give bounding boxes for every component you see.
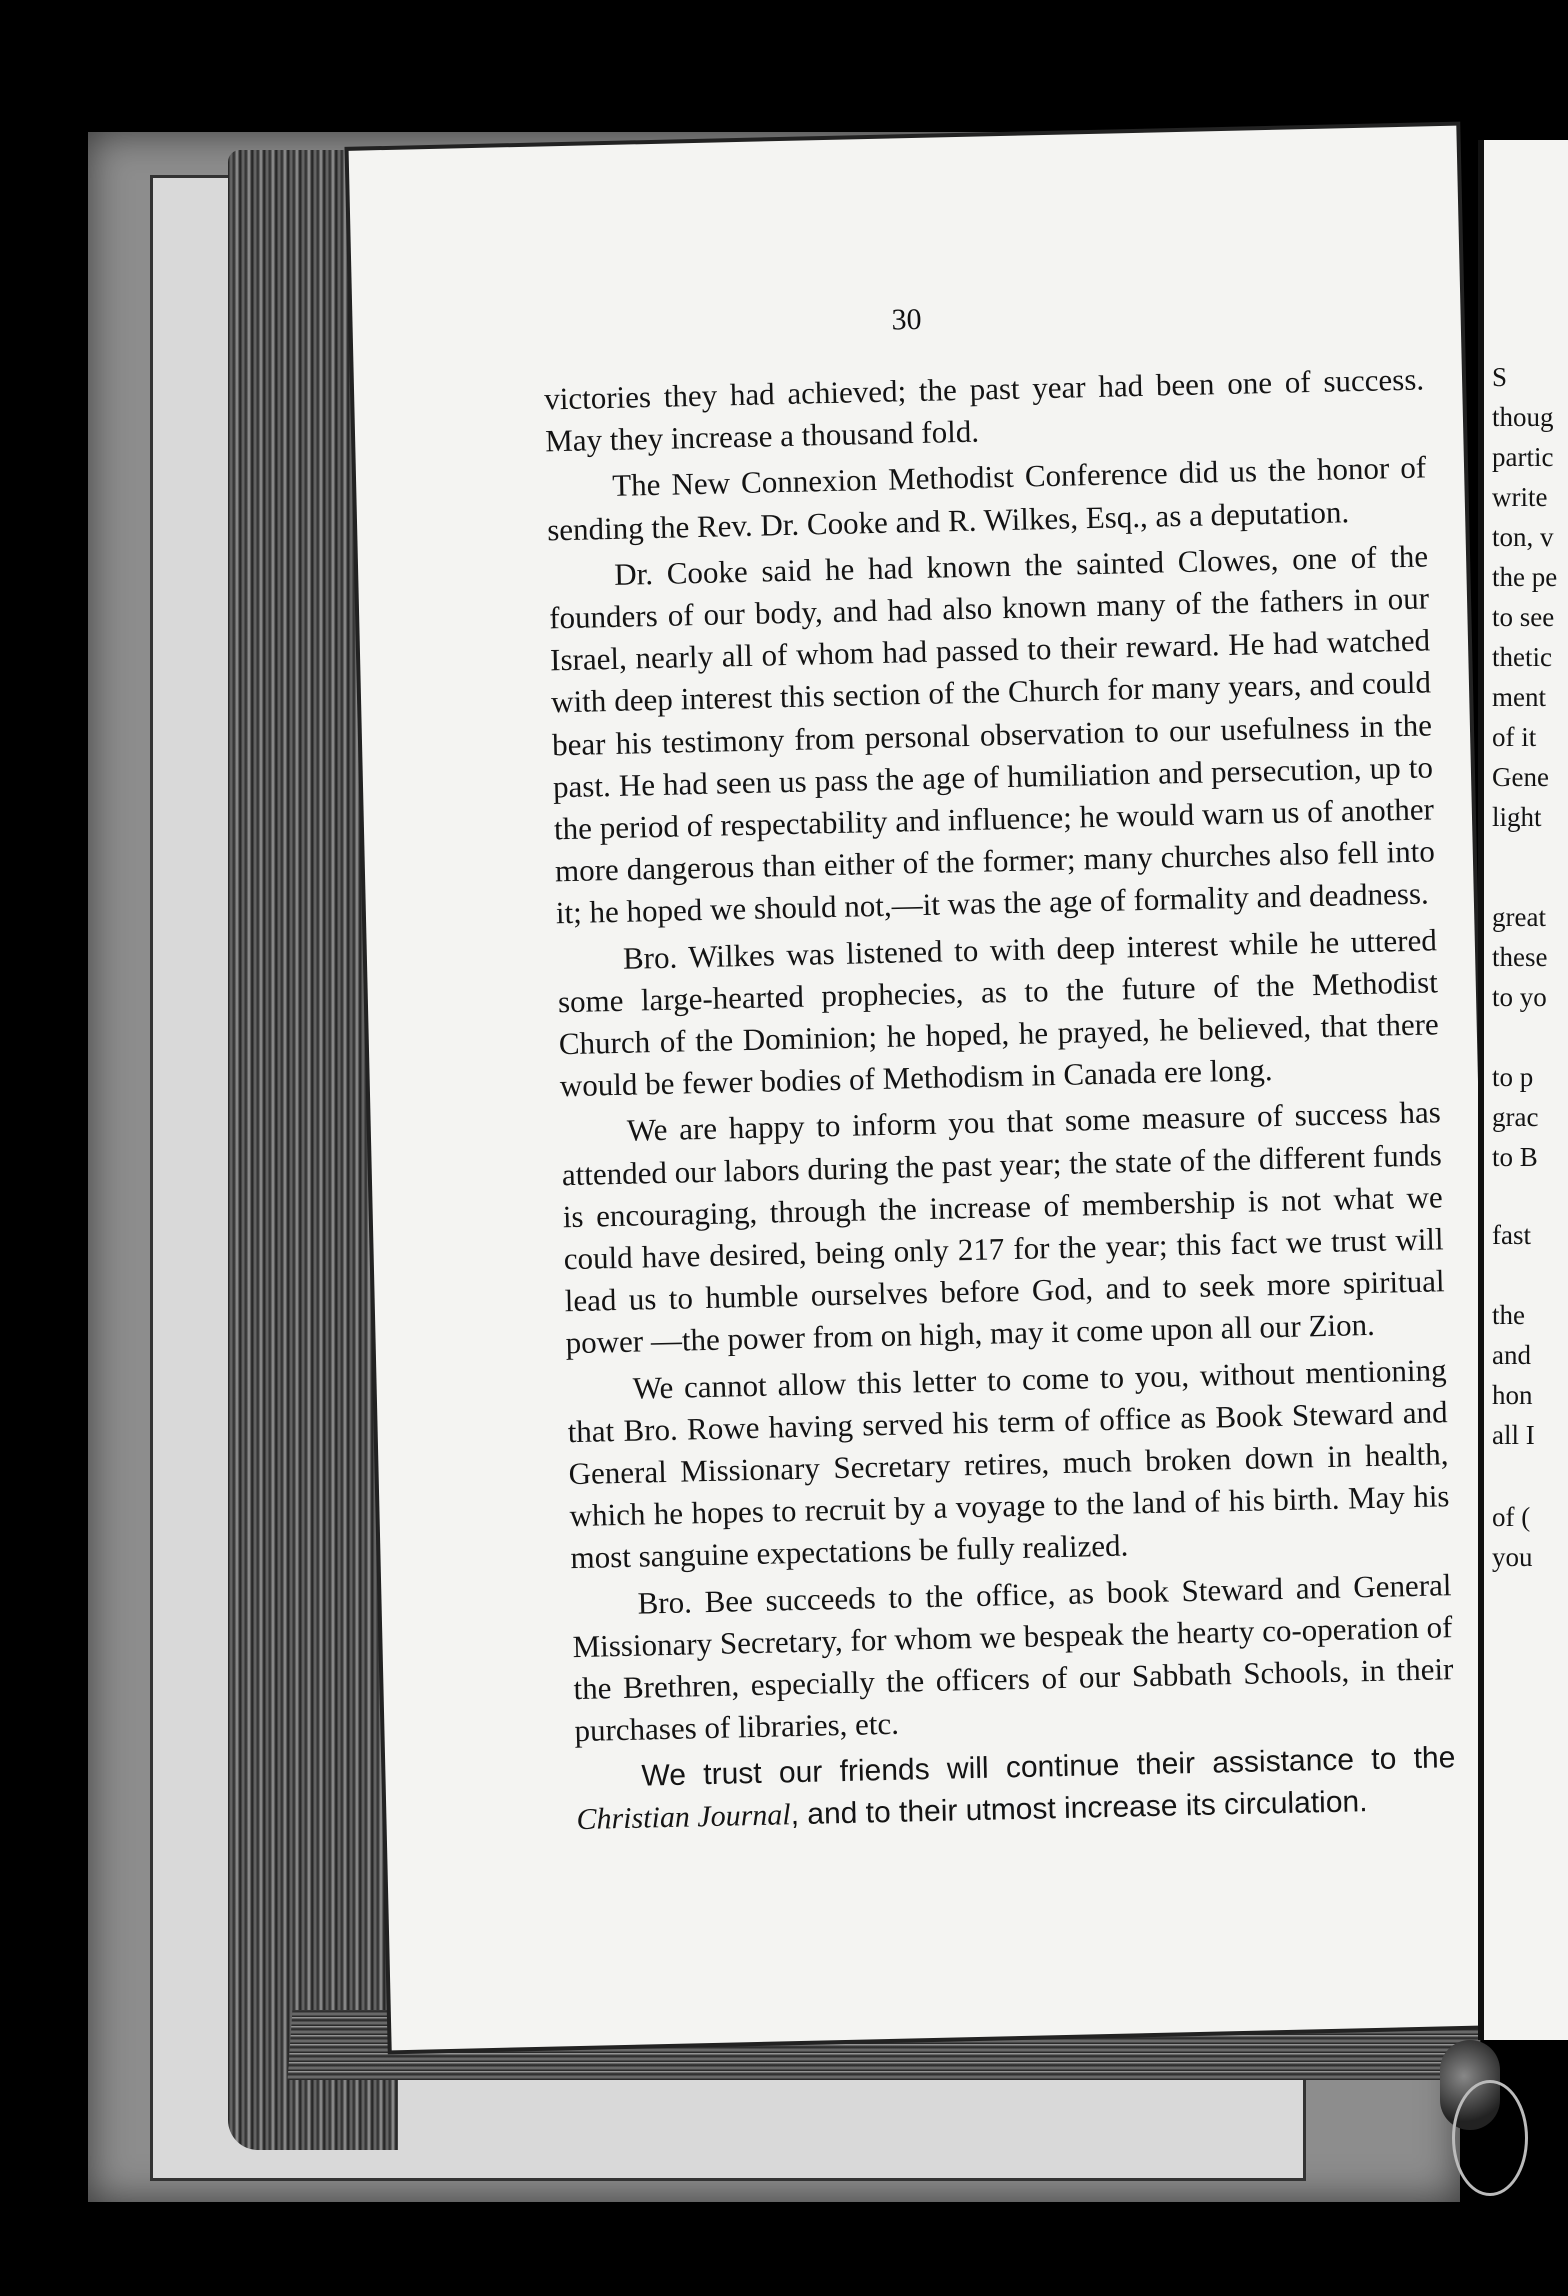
facing-line: to B [1492,1142,1538,1172]
paragraph: Bro. Wilkes was listened to with deep interest while he uttered some large-hearted prophecies, as to the future of the Methodist Church of the Dominion; he hoped, he prayed, he believed, that there would be fewer bodies of Methodism in Canada ere long. [557,921,1440,1104]
paragraph: Dr. Cooke said he had known the sainted Clowes, one of the founders of our body, and had also known many of the fathers in our Israel, nearly all of whom had passed to their reward. He had watched with deep interest this section of the Church for many years, and could bear his testimony from personal observation to our usefulness in the past. He had seen us pass the age of humiliation and persecution, up to the period of respectability and influence; he would warn us of another more dangerous than either of the former; many churches also fell into it; he hoped we should not,—it was the age of formality and deadness. [548,538,1436,931]
paragraph: The New Connexion Methodist Conference did us the honor of sending the Rev. Dr. Cooke and R. Wilkes, Esq., as a deputation. [546,449,1427,548]
journal-title: Christian Journal [576,1797,792,1836]
paragraph: We are happy to inform you that some measure of success has attended our labors during the past year; the state of the different funds is encouraging, through the increase of membership is not what we could have desired, being only 217 for the year; this fact we trust will lead us to humble ourselves before God, and to seek more spiritual power —the power from on high, may it come upon all our Zion. [561,1094,1445,1361]
facing-line: and [1492,1340,1531,1370]
facing-line: thoug [1492,402,1554,432]
page-number: 30 [891,302,922,337]
facing-line: S [1492,362,1508,392]
facing-line: to see [1492,602,1555,632]
facing-line: grac [1492,1102,1539,1132]
facing-line: partic [1492,442,1554,472]
facing-line: the [1492,1300,1525,1330]
facing-line: great [1492,902,1546,932]
facing-line: ton, v [1492,522,1554,552]
facing-line: light [1492,802,1542,832]
facing-line: Gene [1492,762,1549,792]
facing-line: write [1492,482,1548,512]
facing-page [1478,140,1568,2040]
facing-line: the pe [1492,562,1558,592]
facing-line: to yo [1492,982,1547,1012]
page-body [544,358,1457,1844]
facing-line: ment [1492,682,1546,712]
facing-line: you [1492,1542,1533,1572]
paragraph: We cannot allow this letter to come to you, without mentioning that Bro. Rowe having served his term of office as Book Steward and General Missionary Secretary retires, much broken down in health, which he hopes to recruit by a voyage to the land of his birth. May his most sanguine expectations be fully realized. [567,1351,1450,1576]
clasp-ring [1452,2080,1528,2196]
facing-line: all I [1492,1420,1535,1450]
closing-text-before: We trust our friends will continue their assistance to the [641,1740,1456,1793]
paragraph: Bro. Bee succeeds to the office, as book Steward and General Missionary Secretary, for whom we bespeak the hearty co-operation of the Brethren, especially the officers of our Sabbath Schools, in their purchases of libraries, etc. [572,1566,1454,1749]
closing-paragraph [575,1737,1457,1841]
facing-line: of it [1492,722,1537,752]
closing-text-after: , and to their utmost increase its circulation. [790,1784,1368,1831]
facing-line: thetic [1492,642,1552,672]
facing-line: to p [1492,1062,1534,1092]
paragraph: victories they had achieved; the past year had been one of success. May they increase a thousand fold. [543,361,1425,459]
book-page [349,126,1500,2051]
facing-line: of ( [1492,1502,1531,1532]
facing-line: these [1492,942,1548,972]
facing-line: hon [1492,1380,1533,1410]
facing-line: fast [1492,1220,1531,1250]
